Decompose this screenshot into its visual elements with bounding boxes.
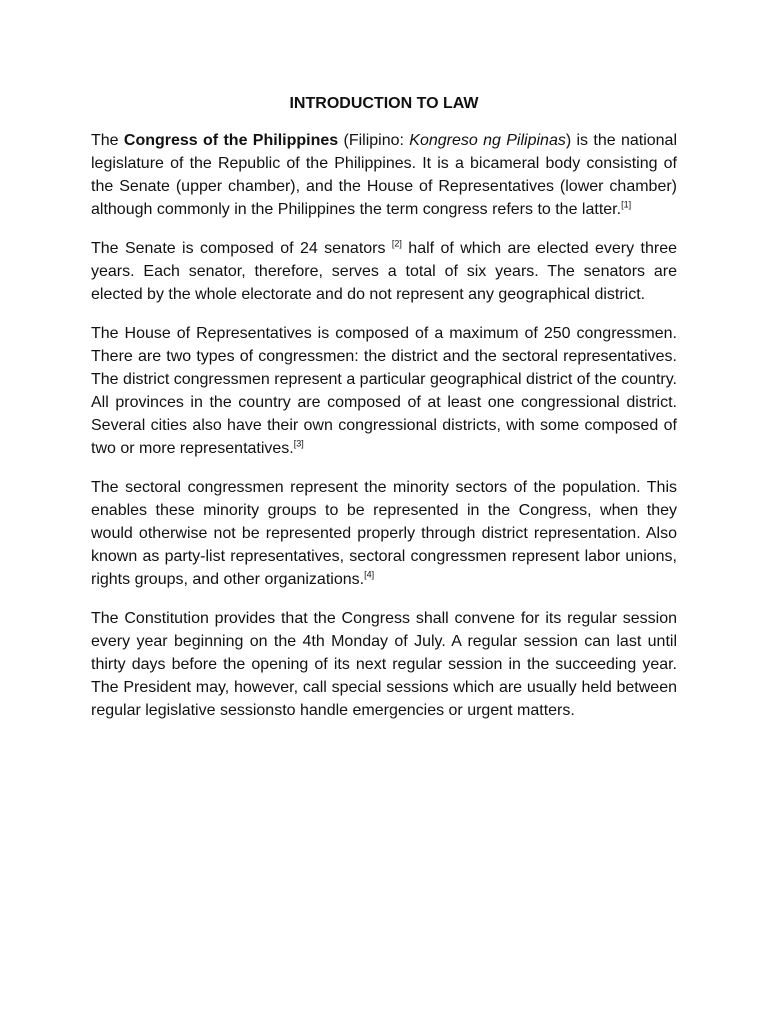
p2-rest: half of which are elected every three years. Each senator, therefore, serves a total of six years. The senators are elected by the whole electorate and do not represent any geographical district. <box>91 240 677 303</box>
p5-text: The Constitution provides that the Congress shall convene for its regular session every year beginning on the 4th Monday of July. A regular session can last until thirty days before the opening of its next regular session in the succeeding year. The President may, however, call special sessions which are usually held between regular legislative sessionsto handle emergencies or urgent matters. <box>91 610 677 719</box>
footnote-ref-2[interactable]: [2] <box>391 238 402 249</box>
p2-lead: The Senate is composed of 24 senators <box>91 240 392 257</box>
p3-text: The House of Representatives is composed of a maximum of 250 congressmen. There are two types of congressmen: the district and the sectoral representatives. The district congressmen represent a particular geographical district of the country. All provinces in the country are composed of at least one congressional district. Several cities also have their own congressional districts, with some composed of two or more representatives. <box>91 325 677 457</box>
p1-bold-term: Congress of the Philippines <box>123 132 339 149</box>
p1-mid: (Filipino: <box>338 132 410 149</box>
p1-rest: ) is the national legislature of the Republic of the Philippines. It is a bicameral body consisting of the Senate (upper chamber), and the House of Representatives (lower chamber) although commonly in the Philippines the term congress refers to the latter. <box>91 132 678 218</box>
paragraph-house <box>91 322 677 460</box>
p1-italic-term: Kongreso ng Pilipinas <box>409 132 566 149</box>
paragraph-congress <box>91 129 677 221</box>
document-title: INTRODUCTION TO LAW <box>289 95 479 112</box>
paragraph-sectoral <box>91 476 677 591</box>
p4-text: The sectoral congressmen represent the minority sectors of the population. This enables these minority groups to be represented in the Congress, when they would otherwise not be represented properly through district representation. Also known as party-list representatives, sectoral congressmen represent labor unions, rights groups, and other organizations. <box>91 479 677 588</box>
document-page <box>91 92 677 738</box>
p1-lead: The <box>91 132 124 149</box>
paragraph-senate <box>91 237 677 306</box>
footnote-ref-4[interactable]: [4] <box>364 569 375 580</box>
footnote-ref-1[interactable]: [1] <box>621 199 632 210</box>
footnote-ref-3[interactable]: [3] <box>293 438 304 449</box>
paragraph-constitution <box>91 607 677 722</box>
